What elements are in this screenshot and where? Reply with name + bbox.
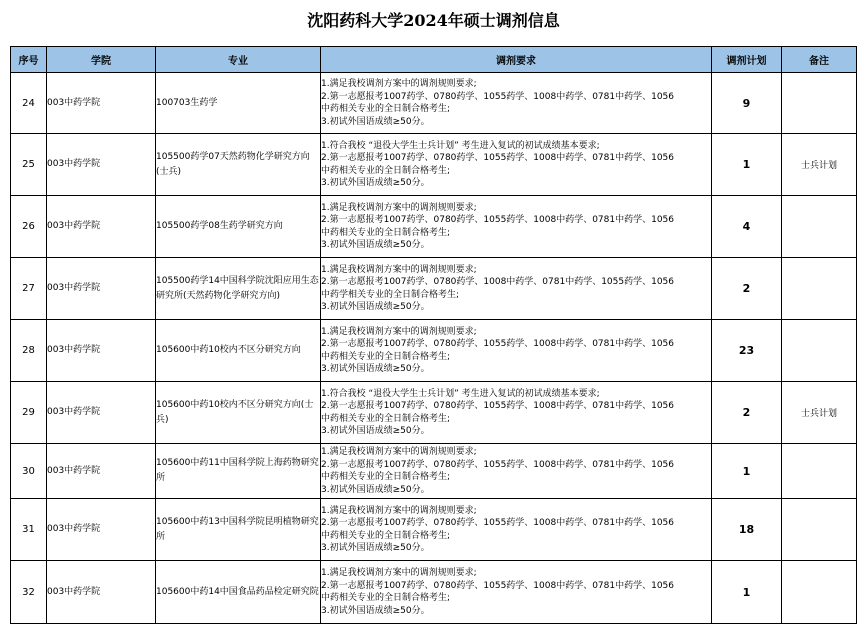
table-row (11, 134, 857, 196)
major-cell: 105600中药10校内不区分研究方向(士兵) (156, 382, 321, 444)
requirement-line: 3.初试外国语成绩≥50分。 (321, 178, 430, 188)
school-cell: 003中药学院 (47, 134, 156, 196)
major-cell: 105500药学08生药学研究方向 (156, 196, 321, 258)
requirement-line: 中药相关专业的全日制合格考生; (321, 530, 451, 541)
remark-cell (782, 258, 857, 320)
table-row (11, 73, 857, 134)
requirement-line: 2.第一志愿报考1007药学、0780药学、1055药学、1008中药学、0781中药学、1056 (321, 401, 675, 411)
header-no: 序号 (11, 47, 47, 73)
table-header-row (11, 47, 857, 73)
requirement-line: 中药相关专业的全日制合格考生; (321, 593, 451, 603)
requirement-line: 2.第一志愿报考1007药学、0780药学、1055药学、1008中药学、0781中药学、1056 (321, 339, 675, 349)
major-cell: 105500药学07天然药物化学研究方向(士兵) (156, 134, 321, 196)
requirement-line: 3.初试外国语成绩≥50分。 (321, 240, 430, 250)
row-number: 30 (11, 444, 47, 499)
table-row (11, 444, 857, 499)
remark-cell: 士兵计划 (782, 382, 857, 444)
requirements-cell (321, 320, 712, 382)
requirements-cell (321, 444, 712, 499)
remark-cell (782, 196, 857, 258)
requirement-line: 3.初试外国语成绩≥50分。 (321, 605, 430, 616)
school-cell: 003中药学院 (47, 382, 156, 444)
table-row (11, 561, 857, 624)
requirement-line: 3.初试外国语成绩≥50分。 (321, 426, 430, 436)
adjustment-table (10, 46, 857, 624)
major-cell: 100703生药学 (156, 73, 321, 134)
requirements-cell (321, 561, 712, 624)
table-row (11, 196, 857, 258)
plan-cell: 2 (712, 258, 782, 320)
requirement-line: 1.满足我校调剂方案中的调剂规则要求; (321, 568, 477, 578)
school-cell: 003中药学院 (47, 320, 156, 382)
major-cell: 105600中药14中国食品药品检定研究院 (156, 561, 321, 624)
table-row (11, 320, 857, 382)
table-row (11, 382, 857, 444)
requirement-line: 2.第一志愿报考1007药学、0780药学、1008中药学、0781中药学、1055药学、1056 (321, 277, 675, 287)
header-requirements: 调剂要求 (321, 47, 712, 73)
remark-cell (782, 320, 857, 382)
plan-cell: 4 (712, 196, 782, 258)
row-number: 26 (11, 196, 47, 258)
requirement-line: 1.满足我校调剂方案中的调剂规则要求; (321, 326, 477, 337)
school-cell: 003中药学院 (47, 444, 156, 499)
row-number: 27 (11, 258, 47, 320)
remark-cell (782, 561, 857, 624)
plan-cell: 1 (712, 444, 782, 499)
requirement-line: 3.初试外国语成绩≥50分。 (321, 484, 430, 495)
requirement-line: 3.初试外国语成绩≥50分。 (321, 302, 430, 312)
page-title: 沈阳药科大学2024年硕士调剂信息 (307, 11, 560, 30)
requirement-line: 2.第一志愿报考1007药学、0780药学、1055药学、1008中药学、0781中药学、1056 (321, 215, 675, 225)
requirement-line: 2.第一志愿报考1007药学、0780药学、1055药学、1008中药学、0781中药学、1056 (321, 153, 675, 163)
table-row (11, 258, 857, 320)
requirements-cell (321, 382, 712, 444)
header-major: 专业 (156, 47, 321, 73)
major-cell: 105600中药10校内不区分研究方向 (156, 320, 321, 382)
remark-cell (782, 73, 857, 134)
header-remark: 备注 (782, 47, 857, 73)
major-cell: 105500药学14中国科学院沈阳应用生态研究所(天然药物化学研究方向) (156, 258, 321, 320)
requirements-cell (321, 73, 712, 134)
table-body (11, 73, 857, 624)
requirement-line: 3.初试外国语成绩≥50分。 (321, 543, 430, 553)
requirement-line: 1.符合我校 “退役大学生士兵计划” 考生进入复试的初试成绩基本要求; (321, 140, 600, 151)
requirement-line: 3.初试外国语成绩≥50分。 (321, 116, 430, 127)
row-number: 25 (11, 134, 47, 196)
requirements-cell (321, 196, 712, 258)
plan-cell: 1 (712, 134, 782, 196)
school-cell: 003中药学院 (47, 196, 156, 258)
row-number: 24 (11, 73, 47, 134)
major-cell: 105600中药11中国科学院上海药物研究所 (156, 444, 321, 499)
table-row (11, 499, 857, 561)
requirement-line: 中药学相关专业的全日制合格考生; (321, 289, 460, 300)
plan-cell: 23 (712, 320, 782, 382)
remark-cell (782, 444, 857, 499)
requirement-line: 1.满足我校调剂方案中的调剂规则要求; (321, 264, 477, 275)
requirement-line: 中药相关专业的全日制合格考生; (321, 227, 451, 238)
school-cell: 003中药学院 (47, 258, 156, 320)
requirement-line: 中药相关专业的全日制合格考生; (321, 165, 451, 176)
row-number: 28 (11, 320, 47, 382)
requirements-cell (321, 499, 712, 561)
plan-cell: 9 (712, 73, 782, 134)
school-cell: 003中药学院 (47, 499, 156, 561)
major-cell: 105600中药13中国科学院昆明植物研究所 (156, 499, 321, 561)
row-number: 31 (11, 499, 47, 561)
plan-cell: 1 (712, 561, 782, 624)
requirement-line: 2.第一志愿报考1007药学、0780药学、1055药学、1008中药学、0781中药学、1056 (321, 459, 675, 470)
requirement-line: 中药相关专业的全日制合格考生; (321, 472, 451, 482)
requirement-line: 中药相关专业的全日制合格考生; (321, 413, 451, 424)
row-number: 29 (11, 382, 47, 444)
requirement-line: 1.满足我校调剂方案中的调剂规则要求; (321, 79, 477, 89)
requirement-line: 中药相关专业的全日制合格考生; (321, 104, 451, 114)
plan-cell: 18 (712, 499, 782, 561)
requirement-line: 1.符合我校 “退役大学生士兵计划” 考生进入复试的初试成绩基本要求; (321, 388, 600, 399)
requirement-line: 3.初试外国语成绩≥50分。 (321, 364, 430, 374)
row-number: 32 (11, 561, 47, 624)
plan-cell: 2 (712, 382, 782, 444)
requirement-line: 1.满足我校调剂方案中的调剂规则要求; (321, 447, 477, 457)
requirements-cell (321, 258, 712, 320)
remark-cell (782, 499, 857, 561)
requirement-line: 2.第一志愿报考1007药学、0780药学、1055药学、1008中药学、0781中药学、1056 (321, 91, 675, 102)
requirement-line: 中药相关专业的全日制合格考生; (321, 351, 451, 362)
school-cell: 003中药学院 (47, 73, 156, 134)
requirement-line: 1.满足我校调剂方案中的调剂规则要求; (321, 505, 477, 516)
requirement-line: 2.第一志愿报考1007药学、0780药学、1055药学、1008中药学、0781中药学、1056 (321, 518, 675, 528)
school-cell: 003中药学院 (47, 561, 156, 624)
header-plan: 调剂计划 (712, 47, 782, 73)
requirement-line: 2.第一志愿报考1007药学、0780药学、1055药学、1008中药学、0781中药学、1056 (321, 580, 675, 591)
remark-cell: 士兵计划 (782, 134, 857, 196)
requirements-cell (321, 134, 712, 196)
header-school: 学院 (47, 47, 156, 73)
requirement-line: 1.满足我校调剂方案中的调剂规则要求; (321, 202, 477, 213)
